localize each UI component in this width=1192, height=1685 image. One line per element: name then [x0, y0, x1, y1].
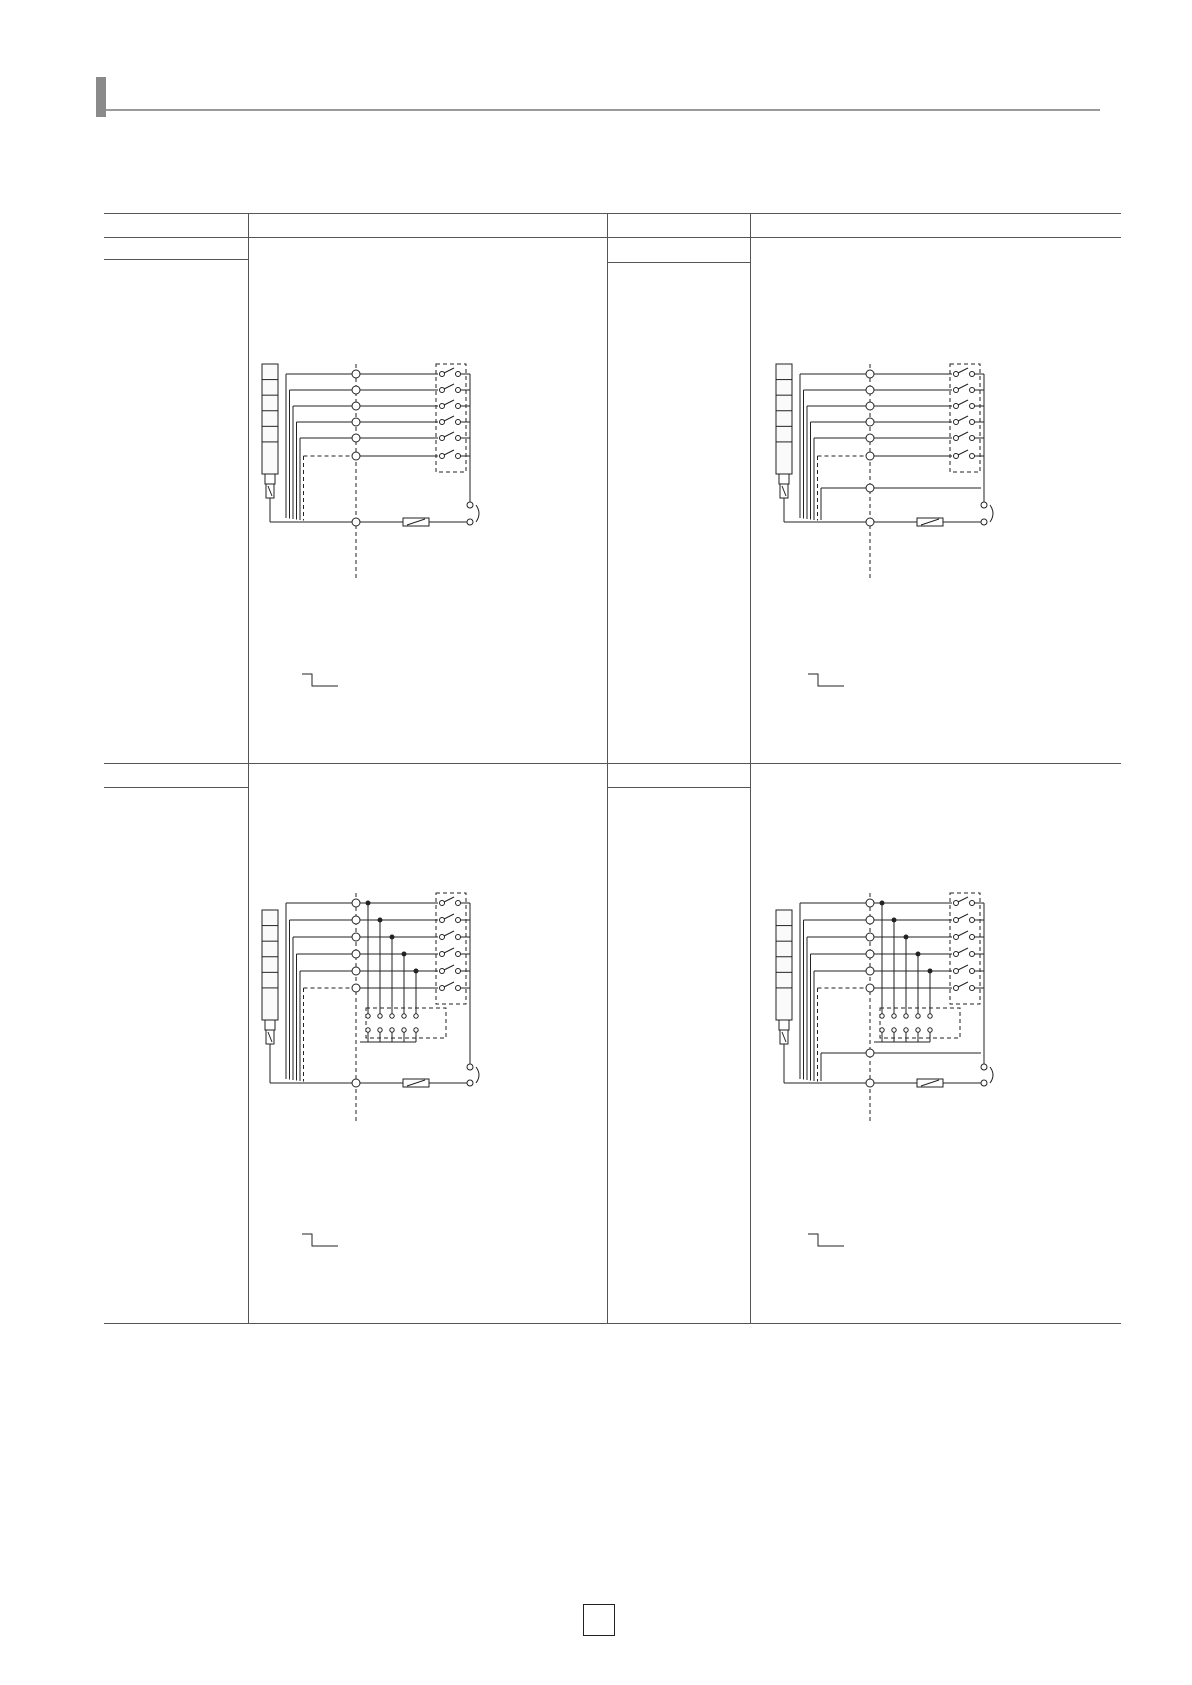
- terminal: [352, 418, 360, 426]
- power-terminal: [981, 502, 987, 508]
- flash-contact: [916, 1014, 920, 1018]
- terminal: [352, 899, 360, 907]
- terminal: [866, 484, 874, 492]
- tower-base: [265, 1020, 275, 1030]
- switch-contact: [970, 901, 975, 906]
- terminal: [866, 899, 874, 907]
- flash-contact: [916, 1028, 920, 1032]
- row-label-rule: [607, 787, 750, 788]
- terminal: [866, 452, 874, 460]
- switch-contact: [954, 436, 959, 441]
- terminal: [352, 1079, 360, 1087]
- switch-lever: [958, 368, 968, 373]
- flash-contact: [880, 1014, 884, 1018]
- flash-contact: [928, 1014, 932, 1018]
- switch-contact: [456, 935, 461, 940]
- switch-contact: [970, 969, 975, 974]
- signal-tower-body: [262, 364, 278, 474]
- terminal: [866, 402, 874, 410]
- switch-lever: [444, 948, 454, 953]
- table-column-divider: [607, 213, 608, 1324]
- switch-contact: [970, 952, 975, 957]
- terminal: [352, 386, 360, 394]
- page-number-box: [583, 1604, 615, 1636]
- switch-contact: [456, 918, 461, 923]
- terminal: [866, 1079, 874, 1087]
- switch-contact: [954, 986, 959, 991]
- terminal: [866, 933, 874, 941]
- switch-lever: [444, 368, 454, 373]
- power-terminal: [467, 1080, 473, 1086]
- flash-unit-box: [880, 1008, 960, 1038]
- switch-lever: [444, 897, 454, 902]
- fuse-mark: [407, 519, 425, 525]
- row-label-rule: [104, 259, 248, 260]
- flash-contact: [414, 1014, 418, 1018]
- switch-contact: [954, 454, 959, 459]
- switch-contact: [954, 420, 959, 425]
- switch-contact: [440, 986, 445, 991]
- switch-contact: [970, 420, 975, 425]
- switch-lever: [444, 982, 454, 987]
- switch-contact: [440, 901, 445, 906]
- switch-lever: [958, 965, 968, 970]
- wiring-diagram: [256, 362, 536, 582]
- switch-contact: [456, 372, 461, 377]
- switch-lever: [444, 914, 454, 919]
- switch-contact: [970, 436, 975, 441]
- switch-contact: [970, 454, 975, 459]
- switch-contact: [456, 986, 461, 991]
- switch-lever: [444, 416, 454, 421]
- power-terminal: [467, 519, 473, 525]
- switch-lever: [444, 965, 454, 970]
- switch-contact: [456, 901, 461, 906]
- switch-lever: [958, 948, 968, 953]
- flash-contact: [366, 1028, 370, 1032]
- wiring-diagram: [770, 895, 1050, 1125]
- flash-contact: [892, 1014, 896, 1018]
- flash-contact: [892, 1028, 896, 1032]
- switch-contact: [970, 918, 975, 923]
- terminal: [866, 1049, 874, 1057]
- row-label-rule: [607, 262, 750, 263]
- switch-lever: [958, 416, 968, 421]
- terminal: [352, 933, 360, 941]
- switch-lever: [958, 897, 968, 902]
- flash-contact: [378, 1014, 382, 1018]
- power-terminal: [981, 519, 987, 525]
- flash-contact: [904, 1028, 908, 1032]
- switch-lever: [444, 432, 454, 437]
- switch-contact: [970, 388, 975, 393]
- power-source-arc: [990, 505, 993, 522]
- cable-mark: [782, 486, 786, 496]
- terminal: [352, 402, 360, 410]
- terminal: [866, 418, 874, 426]
- switch-contact: [456, 388, 461, 393]
- switch-contact: [440, 935, 445, 940]
- power-terminal: [981, 1064, 987, 1070]
- switch-contact: [954, 952, 959, 957]
- section-header-rule: [106, 109, 1100, 111]
- terminal: [866, 518, 874, 526]
- flash-contact: [378, 1028, 382, 1032]
- switch-contact: [440, 952, 445, 957]
- switch-contact: [954, 969, 959, 974]
- flash-contact: [414, 1028, 418, 1032]
- switch-lever: [958, 982, 968, 987]
- switch-lever: [958, 432, 968, 437]
- power-terminal: [981, 1080, 987, 1086]
- switch-contact: [440, 372, 445, 377]
- switch-contact: [440, 918, 445, 923]
- terminal: [866, 386, 874, 394]
- fuse-mark: [921, 519, 939, 525]
- switch-contact: [970, 935, 975, 940]
- table-column-divider: [248, 213, 249, 1324]
- pulse-symbol: [300, 672, 340, 688]
- terminal: [352, 434, 360, 442]
- terminal: [866, 370, 874, 378]
- switch-contact: [440, 404, 445, 409]
- terminal: [352, 518, 360, 526]
- terminal: [352, 984, 360, 992]
- signal-tower-body: [262, 910, 278, 1020]
- switch-contact: [456, 952, 461, 957]
- flash-contact: [880, 1028, 884, 1032]
- flash-contact: [390, 1014, 394, 1018]
- terminal: [866, 984, 874, 992]
- flash-unit-box: [366, 1008, 446, 1038]
- switch-lever: [444, 400, 454, 405]
- wiring-diagram: [256, 895, 536, 1125]
- row-label-rule: [104, 787, 248, 788]
- power-source-arc: [990, 1067, 993, 1083]
- switch-lever: [958, 450, 968, 455]
- switch-contact: [954, 388, 959, 393]
- terminal: [866, 916, 874, 924]
- switch-contact: [456, 969, 461, 974]
- switch-contact: [440, 388, 445, 393]
- terminal: [352, 950, 360, 958]
- cable-mark: [268, 486, 272, 496]
- signal-tower-body: [776, 364, 792, 474]
- section-header-bar: [96, 77, 106, 117]
- fuse-mark: [921, 1080, 939, 1086]
- fuse-mark: [407, 1080, 425, 1086]
- switch-lever: [958, 400, 968, 405]
- tower-base: [265, 474, 275, 484]
- switch-contact: [954, 901, 959, 906]
- cable-mark: [268, 1032, 272, 1042]
- power-terminal: [467, 502, 473, 508]
- switch-contact: [456, 454, 461, 459]
- terminal: [866, 950, 874, 958]
- switch-contact: [456, 436, 461, 441]
- switch-lever: [444, 450, 454, 455]
- table-column-divider: [750, 213, 751, 1324]
- switch-contact: [954, 918, 959, 923]
- power-source-arc: [476, 505, 479, 522]
- switch-contact: [970, 372, 975, 377]
- table-middle-rule: [104, 763, 1121, 764]
- switch-contact: [954, 935, 959, 940]
- tower-base: [779, 1020, 789, 1030]
- switch-contact: [440, 436, 445, 441]
- terminal: [352, 916, 360, 924]
- switch-contact: [456, 420, 461, 425]
- switch-lever: [958, 931, 968, 936]
- power-source-arc: [476, 1067, 479, 1083]
- signal-tower-body: [776, 910, 792, 1020]
- wiring-diagram: [770, 362, 1050, 582]
- terminal: [866, 967, 874, 975]
- cable-mark: [782, 1032, 786, 1042]
- switch-lever: [958, 384, 968, 389]
- pulse-symbol: [806, 1232, 846, 1248]
- flash-contact: [402, 1028, 406, 1032]
- switch-lever: [958, 914, 968, 919]
- pulse-symbol: [806, 672, 846, 688]
- power-terminal: [467, 1064, 473, 1070]
- table-header-rule: [104, 237, 1121, 238]
- switch-contact: [954, 404, 959, 409]
- switch-contact: [954, 372, 959, 377]
- switch-contact: [970, 404, 975, 409]
- terminal: [352, 967, 360, 975]
- switch-contact: [440, 454, 445, 459]
- pulse-symbol: [300, 1232, 340, 1248]
- terminal: [352, 370, 360, 378]
- table-bottom-rule: [104, 1323, 1121, 1324]
- table-top-rule: [104, 213, 1121, 214]
- switch-contact: [970, 986, 975, 991]
- terminal: [866, 434, 874, 442]
- switch-contact: [456, 404, 461, 409]
- flash-contact: [402, 1014, 406, 1018]
- flash-contact: [366, 1014, 370, 1018]
- flash-contact: [928, 1028, 932, 1032]
- switch-lever: [444, 931, 454, 936]
- flash-contact: [390, 1028, 394, 1032]
- switch-lever: [444, 384, 454, 389]
- flash-contact: [904, 1014, 908, 1018]
- terminal: [352, 452, 360, 460]
- switch-contact: [440, 969, 445, 974]
- tower-base: [779, 474, 789, 484]
- switch-contact: [440, 420, 445, 425]
